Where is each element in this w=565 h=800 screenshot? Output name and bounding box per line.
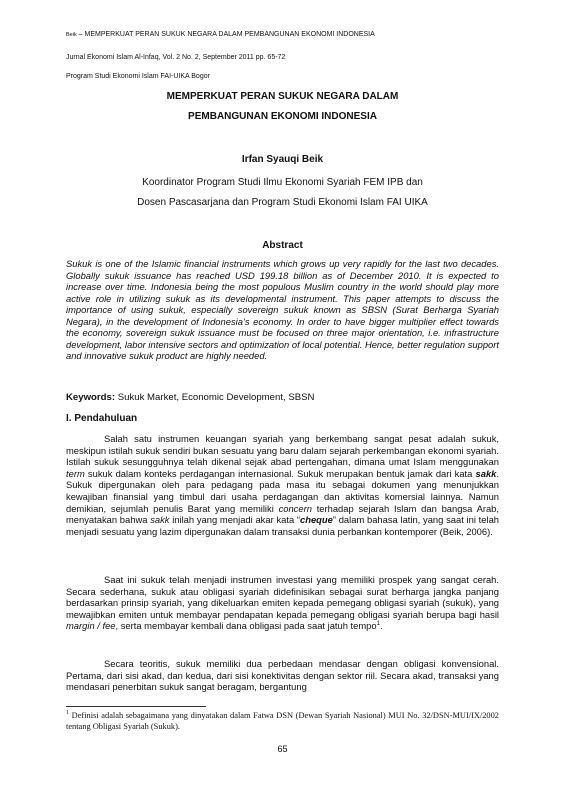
program-name: Program Studi Ekonomi Islam FAI-UIKA Bogor <box>66 73 210 80</box>
page-number: 65 <box>277 744 288 754</box>
journal-citation: Jurnal Ekonomi Islam Al-Infaq, Vol. 2 No. 2, September 2011 pp. 65-72 <box>66 54 286 61</box>
footnote-number: 1 <box>66 710 69 717</box>
keywords-label: Keywords: <box>66 392 116 403</box>
author-affiliation-2: Dosen Pascasarjana dan Program Studi Ekonomi Islam FAI UIKA <box>137 197 428 208</box>
abstract-heading: Abstract <box>262 240 303 251</box>
paragraph-3: Secara teoritis, sukuk memiliki dua perbedaan mendasar dengan obligasi konvensional. Pertama, dari sisi akad, dan kedua, dari sisi konektivitas dengan sektor riil. Secara akad, transaksi yang mendasari penerbitan sukuk sangat beragam, bergantung <box>66 658 499 693</box>
running-author: Beik <box>66 32 77 38</box>
paper-title-line-1: MEMPERKUAT PERAN SUKUK NEGARA DALAM <box>166 91 399 102</box>
paragraph-2: Saat ini sukuk telah menjadi instrumen investasi yang memiliki prospek yang sangat cerah. Secara sederhana, sukuk atau obligasi syariah didefinisikan sebagai surat berharga jangka panjang berdasarkan prinsip syariah, yang dikeluarkan emiten kepada pemegang obligasi syariah (sukuk), yang mewajibkan emiten untuk membayar pendapatan kepada pemegang obligasi syariah berupa bagi hasil margin / fee, serta membayar kembali dana obligasi pada saat jatuh tempo$^1$. <box>66 574 499 632</box>
footnote <box>66 711 499 732</box>
paragraph-1: Salah satu instrumen keuangan syariah yang berkembang sangat pesat adalah sukuk, meskipun istilah sukuk sendiri bukan sesuatu yang baru dalam sejarah perkembangan ekonomi syariah. Istilah sukuk sesungguhnya telah dikenal sejak abad pertengahan, dimana umat Islam menggunakan term sukuk dalam konteks perdagangan internasional. Sukuk merupakan bentuk jamak dari kata sakk. Sukuk dipergunakan oleh para pedagang pada masa itu sebagai dokumen yang menunjukkan kewajiban finansial yang timbul dari usaha perdagangan dan aktivitas komersial lainnya. Namun demikian, sejumlah penulis Barat yang memiliki concern terhadap sejarah Islam dan bangsa Arab, menyatakan bahwa sakk inilah yang menjadi akar kata “cheque” dalam bahasa latin, yang saat ini telah menjadi sesuatu yang lazim dipergunakan dalam transaksi dunia perbankan kontemporer (Beik, 2006). <box>66 433 499 537</box>
keywords <box>66 392 499 403</box>
paper-title-line-2: PEMBANGUNAN EKONOMI INDONESIA <box>188 111 377 122</box>
running-header: Beik – MEMPERKUAT PERAN SUKUK NEGARA DALAM PEMBANGUNAN EKONOMI INDONESIA <box>66 31 375 38</box>
running-title: MEMPERKUAT PERAN SUKUK NEGARA DALAM PEMBANGUNAN EKONOMI INDONESIA <box>84 31 375 38</box>
section-heading: I. Pendahuluan <box>66 413 138 424</box>
footnote-ref: 1 <box>376 621 380 628</box>
abstract-text: Sukuk is one of the Islamic financial instruments which grows up very rapidly for the last two decades. Globally sukuk issuance has reached USD 199.18 billion as of December 2010. It is expected to increase over time. Indonesia being the most populous Muslim country in the world should play more active role in utilizing sukuk as its developmental instrument. This paper attempts to discuss the importance of using sukuk, especially sovereign sukuk known as SBSN (Surat Berharga Syariah Negara), in the development of Indonesia’s economy. In order to have bigger multiplier effect towards the economy, sovereign sukuk issuance must be focused on three major orientation, i.e. infrastructure development, labor intensive sectors and optimization of local potential. Hence, better regulation support and innovative sukuk product are highly needed. <box>66 258 499 361</box>
footnote-text: Definisi adalah sebagaimana yang dinyatakan dalam Fatwa DSN (Dewan Syariah Nasional) MUI No. 32/DSN-MUI/IX/2002 tentang Obligasi Syariah (Sukuk). <box>66 711 499 731</box>
author-name: Irfan Syauqi Beik <box>241 154 324 165</box>
footnote-divider <box>66 706 206 707</box>
author-affiliation-1: Koordinator Program Studi Ilmu Ekonomi Syariah FEM IPB dan <box>142 177 423 188</box>
keywords-list: Sukuk Market, Economic Development, SBSN <box>115 392 315 403</box>
